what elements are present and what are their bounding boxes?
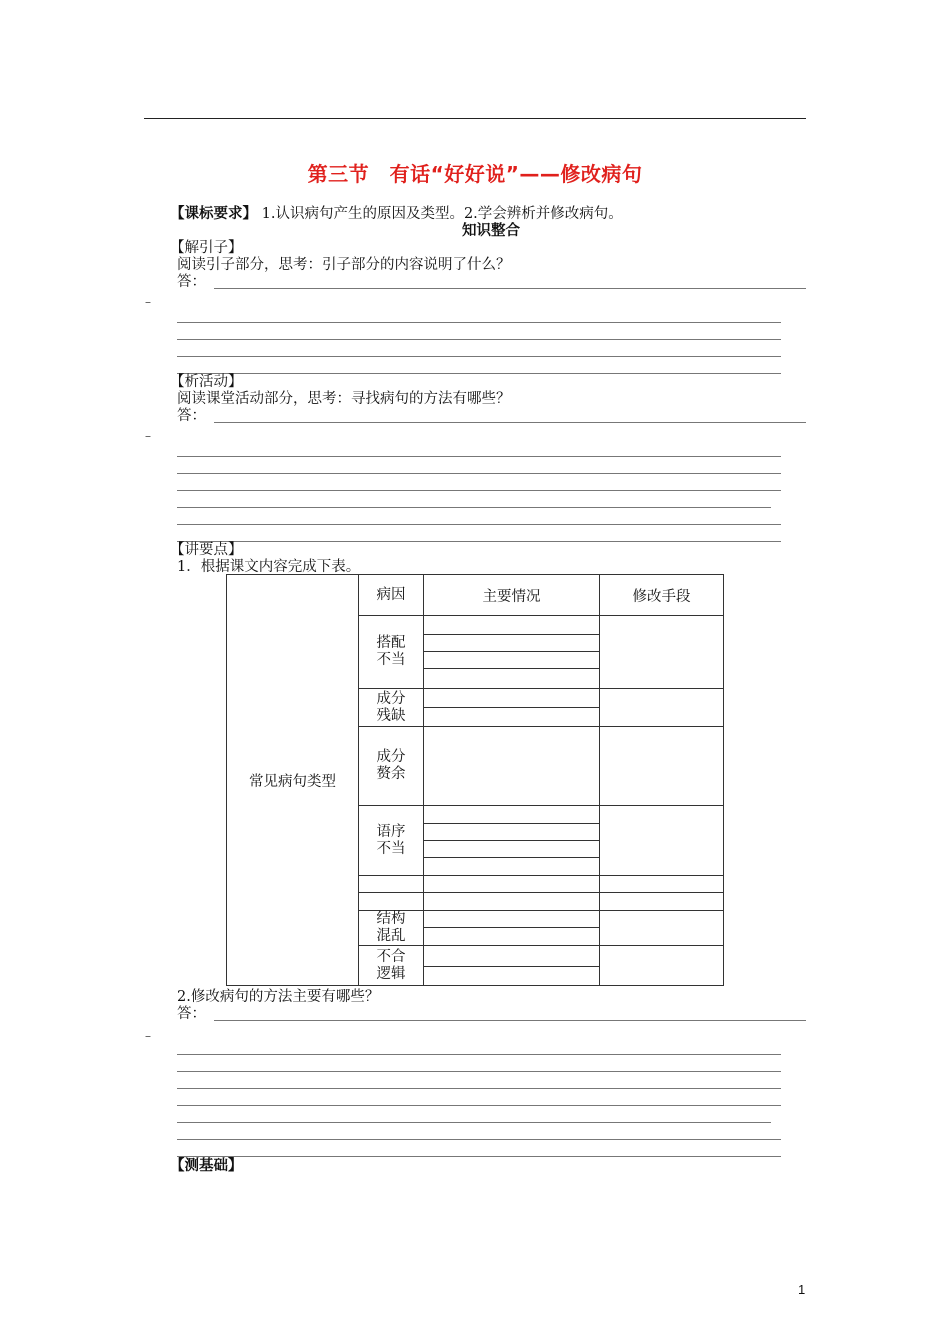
row-label: 语序不当 [376,823,406,857]
page-number: 1 [798,1282,806,1297]
row-label: 搭配不当 [376,635,406,668]
answer-line [177,490,781,491]
error-type-table [226,574,724,986]
row-yuxu [359,806,424,876]
row-dapei [359,616,424,689]
requirements-text: 1.认识病句产生的原因及类型。2.学会辨析并修改病句。 [257,206,623,222]
dash-mark: – [145,295,151,309]
answer-line [177,373,781,374]
section-heading: 知识整合 [462,223,520,239]
category-cell [227,575,359,986]
answer-line [177,322,781,323]
answer-cell[interactable] [424,806,600,876]
row-label: 结构混乱 [376,911,406,944]
answer-line [214,288,806,289]
answer-line [177,1156,781,1157]
xi-huodong-label: 【析活动】 [170,374,243,390]
answer-line [177,339,781,340]
cell-divider [424,966,599,967]
header-main-situation: 主要情况 [424,575,600,616]
row-label: 不合逻辑 [376,948,406,982]
dash-mark: – [145,429,151,443]
answer-cell[interactable] [600,946,724,986]
blank-cell[interactable] [359,893,424,911]
answer-line [177,473,781,474]
answer-line [177,507,771,508]
jiang-yaodian-item1: 1．根据课文内容完成下表。 [177,559,361,575]
answer-line [177,1105,781,1106]
answer-line [177,524,781,525]
cell-divider [424,927,599,928]
answer-cell[interactable] [600,806,724,876]
row-label: 成分赘余 [376,749,406,782]
jiang-yaodian-item2: 2.修改病句的方法主要有哪些？ [177,989,380,1005]
answer-cell[interactable] [424,893,600,911]
answer-line [177,356,781,357]
header-fix-method: 修改手段 [600,575,724,616]
cell-divider [424,707,599,708]
row-zhuiyu [359,727,424,806]
answer-cell[interactable] [424,946,600,986]
answer-line [177,1122,771,1123]
answer-line [177,1139,781,1140]
jiang-yaodian-label: 【讲要点】 [170,542,243,558]
cell-divider [424,668,599,669]
ce-jichu-label: 【测基础】 [170,1158,243,1174]
answer-cell[interactable] [600,893,724,911]
jie-yinzi-answer-label: 答： [177,274,206,290]
requirements-line [170,205,623,223]
category-label: 常见病句类型 [249,773,336,790]
answer-cell[interactable] [424,727,600,806]
row-hunluan [359,911,424,946]
row-label: 成分残缺 [376,690,406,724]
answer-cell[interactable] [600,911,724,946]
cell-divider [424,840,599,841]
answer-cell[interactable] [600,616,724,689]
row-canque [359,689,424,727]
answer-cell[interactable] [600,876,724,893]
answer-line [177,1054,781,1055]
answer-line [177,1088,781,1089]
cell-divider [424,823,599,824]
row-luoji [359,946,424,986]
answer-line [177,1071,781,1072]
answer-cell[interactable] [424,689,600,727]
header-rule [144,118,806,119]
answer-line [214,422,806,423]
answer-cell[interactable] [424,911,600,946]
jiang-yaodian-answer-label: 答： [177,1006,206,1022]
cell-divider [424,857,599,858]
blank-cell[interactable] [359,876,424,893]
answer-line [177,456,781,457]
answer-cell[interactable] [600,689,724,727]
answer-cell[interactable] [424,876,600,893]
jie-yinzi-label: 【解引子】 [170,240,243,256]
page-title: 第三节 有话“好好说”——修改病句 [307,162,643,186]
jie-yinzi-question: 阅读引子部分，思考：引子部分的内容说明了什么？ [177,257,511,273]
cell-divider [424,634,599,635]
answer-line [214,1020,806,1021]
answer-cell[interactable] [424,616,600,689]
dash-mark: – [145,1029,151,1043]
cell-divider [424,651,599,652]
xi-huodong-question: 阅读课堂活动部分，思考：寻找病句的方法有哪些？ [177,391,511,407]
answer-cell[interactable] [600,727,724,806]
answer-line [177,541,781,542]
xi-huodong-answer-label: 答： [177,408,206,424]
header-cause: 病因 [359,575,424,616]
requirements-label: 【课标要求】 [170,206,257,222]
